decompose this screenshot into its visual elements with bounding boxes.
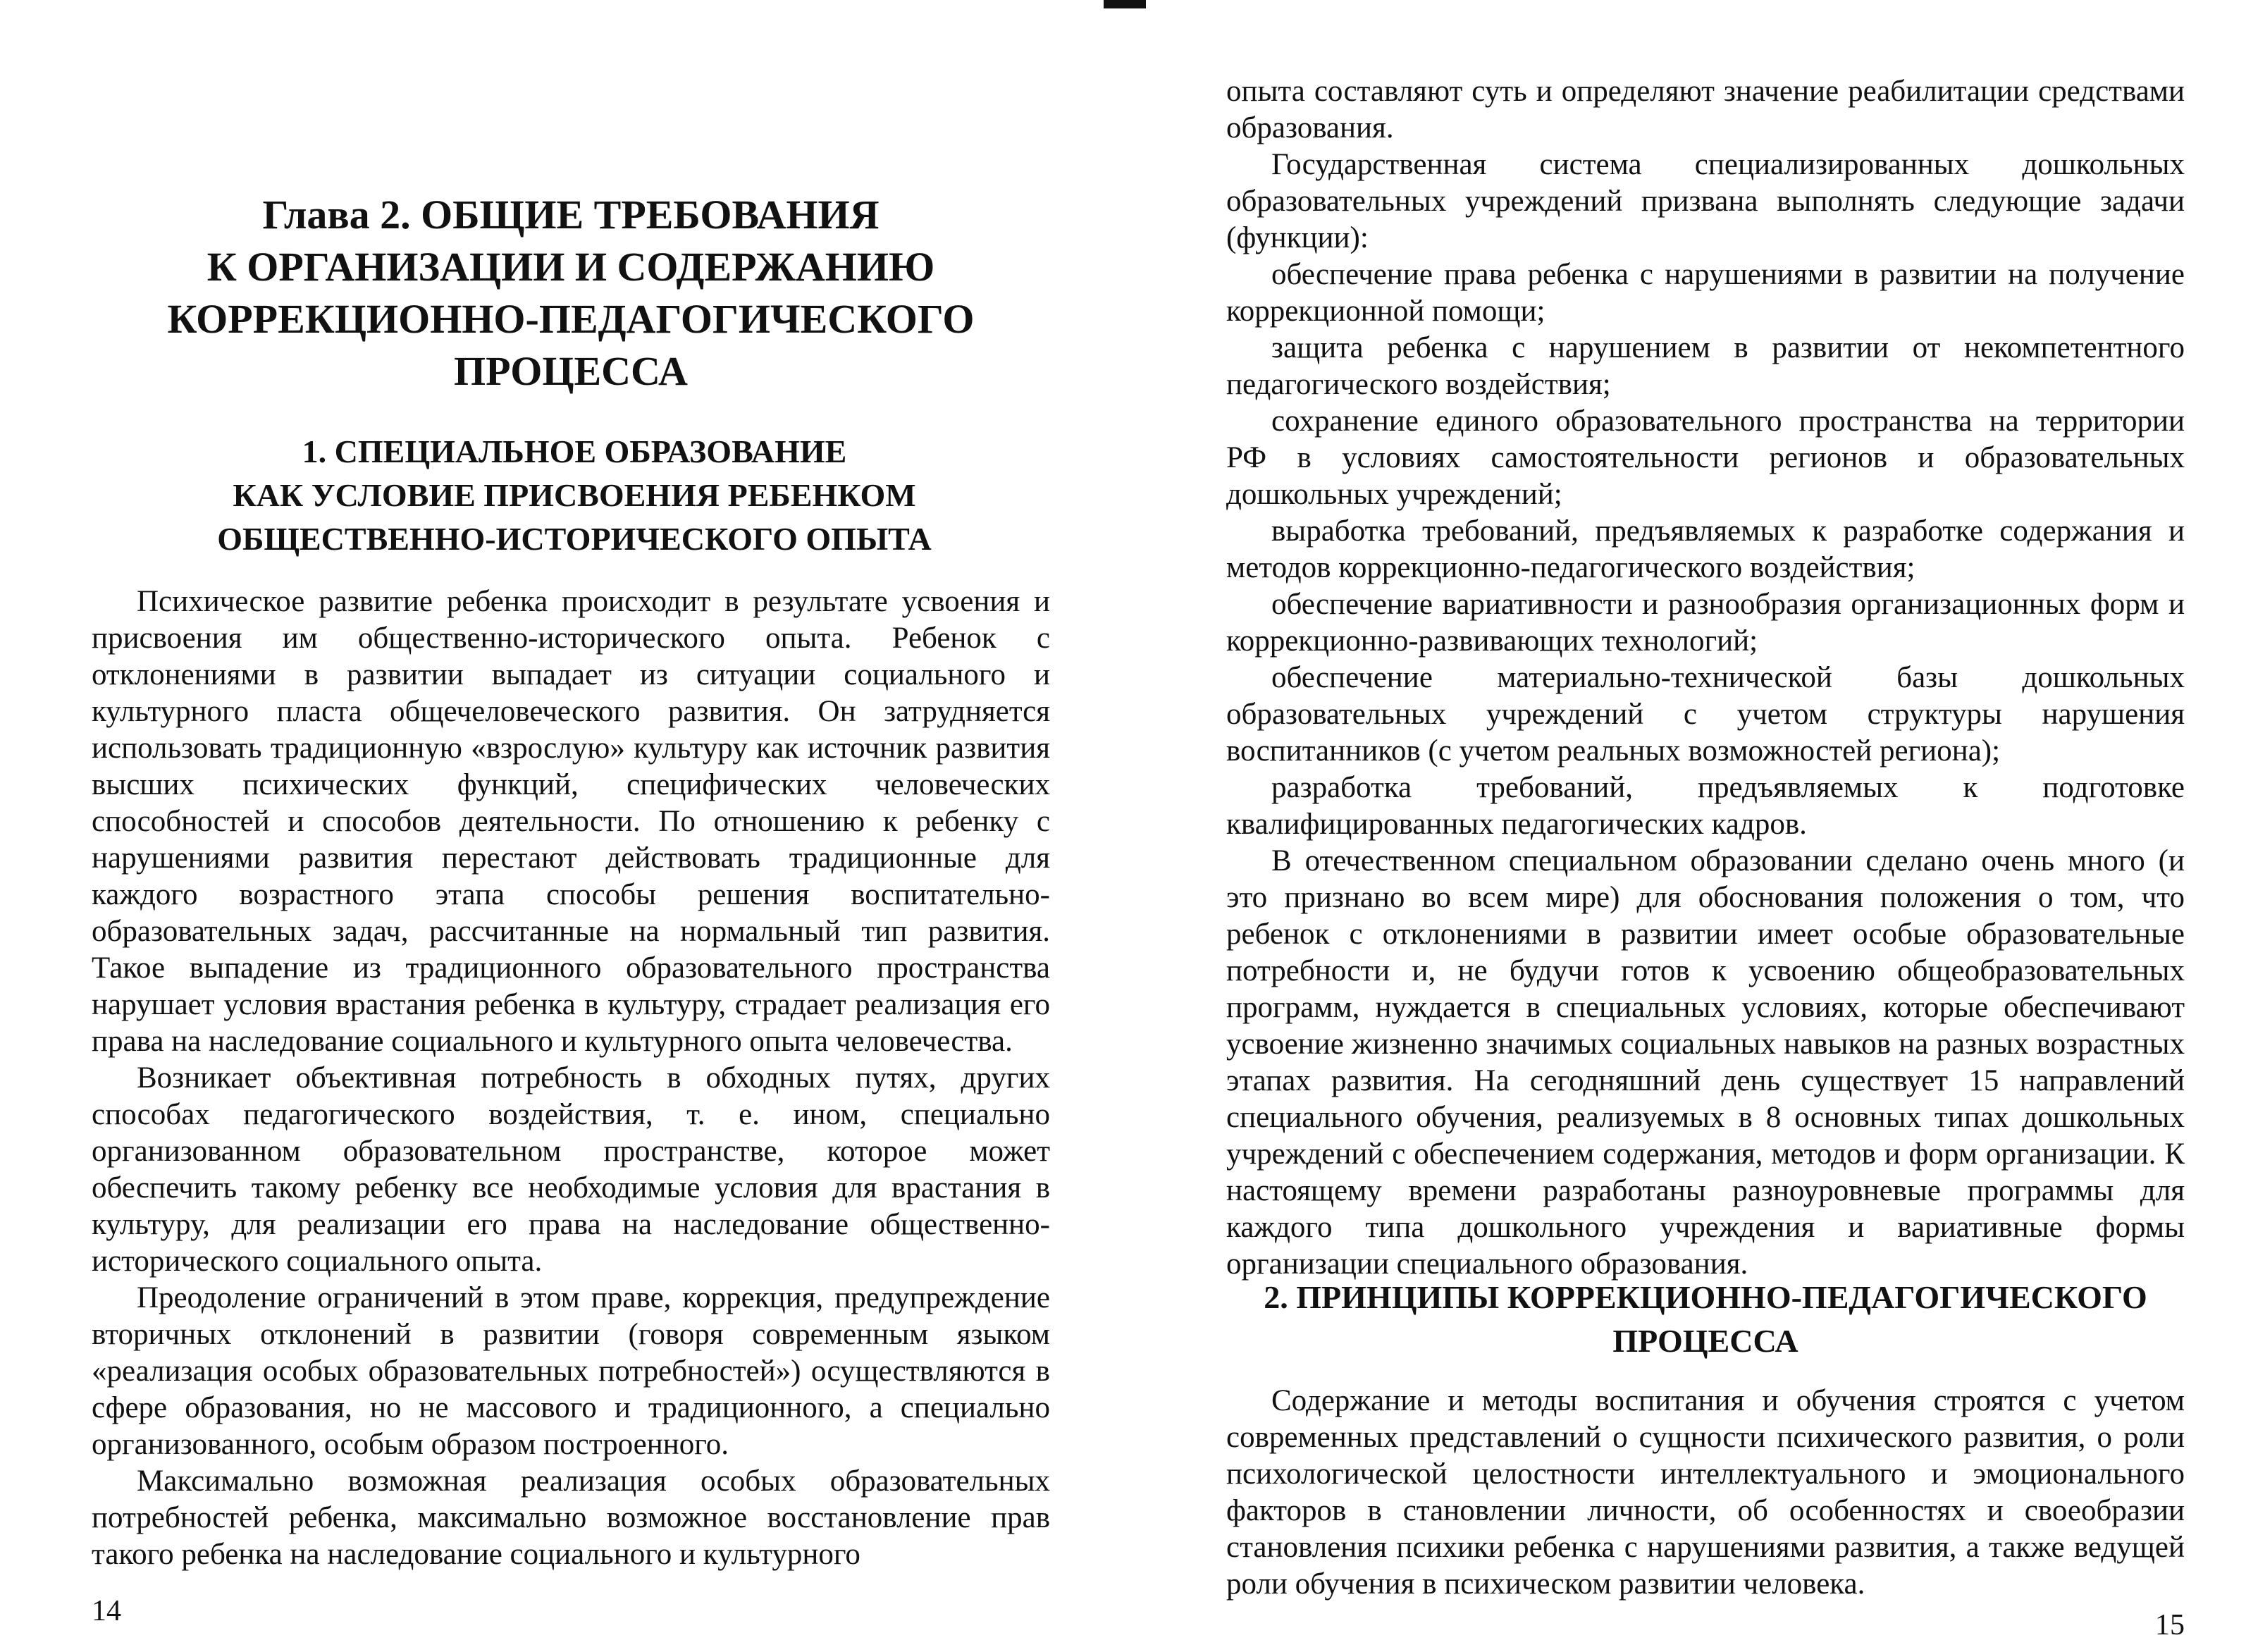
paragraph: Содержание и методы воспитания и обучения строятся с учетом современных представлений о сущности психического развития, о роли психологической целостности интеллектуального и эмоционального факторов в становлении личности, об особенностях и своеобразии становления психики ребенка с нарушениями развития, а также ведущей роли обучения в психическом развитии человека. [1226, 1384, 2185, 1601]
section-2-title [1226, 1276, 2185, 1363]
list-item: обеспечение материально-технической базы дошкольных образовательных учреждений с учетом структуры нарушения воспитанников (с учетом реальных возможностей региона); [1226, 661, 2185, 768]
chapter-title-line: КОРРЕКЦИОННО-ПЕДАГОГИЧЕСКОГО [167, 296, 975, 342]
section-title-line: ОБЩЕСТВЕННО-ИСТОРИЧЕСКОГО ОПЫТА [217, 521, 932, 557]
list-item: защита ребенка с нарушением в развитии от некомпетентного педагогического воздействия; [1226, 331, 2185, 401]
left-page [92, 0, 1057, 1652]
paragraph: Преодоление ограничений в этом праве, коррекция, предупреждение вторичных отклонений в развитии (говоря современным языком «реализация особых образовательных потребностей») осуществляются в сфере образования, но не массового и традиционного, а специально организованного, особым образом построенного. [92, 1281, 1050, 1461]
chapter-title [113, 189, 1029, 397]
paragraph: опыта составляют суть и определяют значение реабилитации средствами образования. [1226, 75, 2185, 144]
right-body-text [1226, 73, 2185, 1283]
list-item: обеспечение права ребенка с нарушениями в развитии на получение коррекционной помощи; [1226, 258, 2185, 328]
chapter-title-line: ПРОЦЕССА [454, 348, 688, 394]
paragraph: В отечественном специальном образовании сделано очень много (и это признано во всем мире) для обоснования положения о том, что ребенок с отклонениями в развитии имеет особые образовательные потребности и, не будучи готов к усвоению общеобразовательных программ, нуждается в специальных условиях, которые обеспечивают усвоение жизненно значимых социальных навыков на разных возрастных этапах развития. На сегодняшний день существует 15 направлений специального обучения, реализуемых в 8 основных типах дошкольных учреждений с обеспечением содержания, методов и форм организации. К настоящему времени разработаны разноуровневые программы для каждого типа дошкольного учреждения и вариативные формы организации специального образования. [1226, 844, 2185, 1281]
gutter-mark [1104, 0, 1146, 8]
section-title-line: 1. СПЕЦИАЛЬНОЕ ОБРАЗОВАНИЕ [302, 433, 847, 469]
paragraph: Государственная система специализированных дошкольных образовательных учреждений призвана выполнять следующие задачи (функции): [1226, 148, 2185, 254]
paragraph: Возникает объективная потребность в обходных путях, других способах педагогического воздействия, т. е. ином, специально организованном образовательном пространстве, которое может обеспечить такому ребенку все необходимые условия для врастания в культуру, для реализации его права на наследование общественно-исторического социального опыта. [92, 1061, 1050, 1278]
list-item: разработка требований, предъявляемых к подготовке квалифицированных педагогических кадров. [1226, 771, 2185, 841]
section-1-title [120, 430, 1029, 561]
section-title-line: ПРОЦЕССА [1612, 1323, 1798, 1359]
left-body-text [92, 584, 1050, 1573]
chapter-title-line: К ОРГАНИЗАЦИИ И СОДЕРЖАНИЮ [206, 244, 935, 290]
list-item: обеспечение вариативности и разнообразия организационных форм и коррекционно-развивающих технологий; [1226, 588, 2185, 658]
list-item: сохранение единого образовательного пространства на территории РФ в условиях самостоятельности регионов и образовательных дошкольных учреждений; [1226, 405, 2185, 511]
right-bottom-text [1226, 1383, 2185, 1603]
paragraph: Максимально возможная реализация особых образовательных потребностей ребенка, максимально возможное восстановление прав такого ребенка на наследование социального и культурного [92, 1465, 1050, 1571]
section-title-line: КАК УСЛОВИЕ ПРИСВОЕНИЯ РЕБЕНКОМ [233, 477, 916, 513]
chapter-title-line: Глава 2. ОБЩИЕ ТРЕБОВАНИЯ [262, 192, 880, 238]
section-title-line: 2. ПРИНЦИПЫ КОРРЕКЦИОННО-ПЕДАГОГИЧЕСКОГО [1264, 1279, 2147, 1315]
list-item: выработка требований, предъявляемых к разработке содержания и методов коррекционно-педагогического воздействия; [1226, 514, 2185, 584]
page-number: 15 [2155, 1609, 2185, 1641]
right-page [1226, 0, 2185, 1652]
page-number: 14 [92, 1595, 121, 1627]
paragraph: Психическое развитие ребенка происходит в результате усвоения и присвоения им общественно-исторического опыта. Ребенок с отклонениями в развитии выпадает из ситуации социального и культурного пласта общечеловеческого развития. Он затрудняется использовать традиционную «взрослую» культуру как источник развития высших психических функций, специфических человеческих способностей и способов деятельности. По отношению к ребенку с нарушениями развития перестают действовать традиционные для каждого возрастного этапа способы решения воспитательно-образовательных задач, рассчитанные на нормальный тип развития. Такое выпадение из традиционного образовательного пространства нарушает условия врастания ребенка в культуру, страдает реализация его права на наследование социального и культурного опыта человечества. [92, 585, 1050, 1058]
